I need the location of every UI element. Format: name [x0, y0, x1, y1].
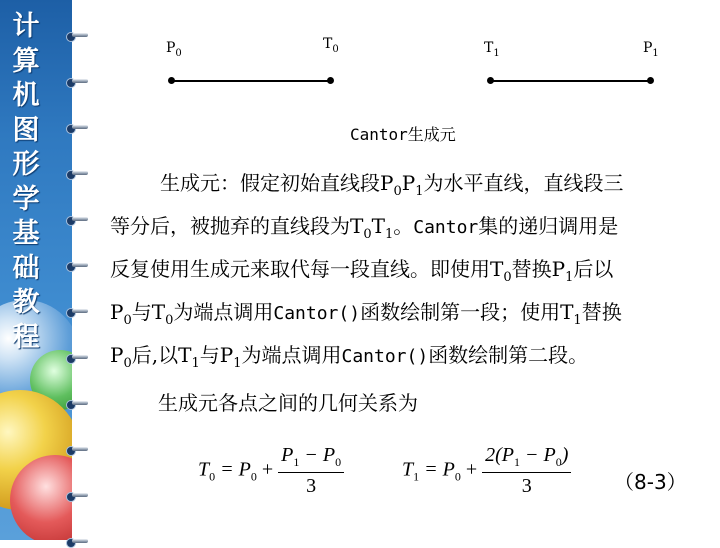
spiral-ring: [64, 168, 90, 180]
spiral-ring: [64, 536, 90, 548]
spiral-ring: [64, 30, 90, 42]
spiral-ring: [64, 352, 90, 364]
spiral-ring: [64, 444, 90, 456]
label-t0: $T_0$: [323, 36, 339, 55]
point-p1: [647, 77, 654, 84]
decorative-sidebar: [0, 0, 72, 540]
formula-t0: $T_0 = P_0$ + $\frac{P_1 - P_0}{3}$: [198, 444, 344, 498]
spiral-ring: [64, 122, 90, 134]
title-char: 形: [12, 149, 40, 180]
title-char: 教: [12, 287, 40, 318]
equation-number: （8-3）: [614, 470, 687, 494]
left-segment: [172, 80, 330, 82]
point-t0: [327, 77, 334, 84]
text-line-6: 生成元各点之间的几何关系为: [158, 391, 418, 415]
fraction: $\frac{P_1 - P_0}{3}$: [278, 444, 344, 498]
title-char: 学: [12, 183, 40, 215]
point-p0: [168, 77, 175, 84]
text-line-2: 等分后，被抛弃的直线段为$T_0T_1$。Cantor集的递归调用是: [110, 214, 619, 242]
label-t1: $T_1$: [484, 40, 500, 59]
spiral-binding: [64, 0, 94, 540]
figure-caption: Cantor生成元: [350, 125, 456, 144]
title-char: 础: [12, 252, 40, 284]
title-char: 机: [12, 80, 40, 111]
text-line-5: $P_0$后,以$T_1$与$P_1$为端点调用Cantor()函数绘制第二段。: [110, 343, 589, 371]
point-t1: [487, 77, 494, 84]
spiral-ring: [64, 76, 90, 88]
title-char: 图: [12, 114, 40, 146]
spiral-ring: [64, 398, 90, 410]
right-segment: [491, 80, 651, 82]
spiral-ring: [64, 260, 90, 272]
label-p0: $P_0$: [166, 40, 182, 59]
text-line-3: 反复使用生成元来取代每一段直线。即使用$T_0$替换$P_1$后以: [110, 257, 614, 285]
title-char: 算: [12, 45, 40, 77]
title-char: 计: [12, 11, 40, 42]
formula-t1: $T_1 = P_0$ + $\frac{2(P_1 - P_0)}{3}$: [402, 444, 571, 498]
fraction: $\frac{2(P_1 - P_0)}{3}$: [482, 444, 571, 498]
sidebar-title: [8, 10, 44, 355]
spiral-ring: [64, 214, 90, 226]
text-line-4: $P_0$与$T_0$为端点调用Cantor()函数绘制第一段；使用$T_1$替换: [110, 300, 622, 328]
spiral-ring: [64, 490, 90, 502]
spiral-ring: [64, 306, 90, 318]
title-char: 程: [12, 321, 40, 353]
text-line-1: 生成元：假定初始直线段$P_0P_1$为水平直线，直线段三: [160, 171, 624, 199]
title-char: 基: [12, 218, 40, 249]
label-p1: $P_1$: [643, 40, 659, 59]
